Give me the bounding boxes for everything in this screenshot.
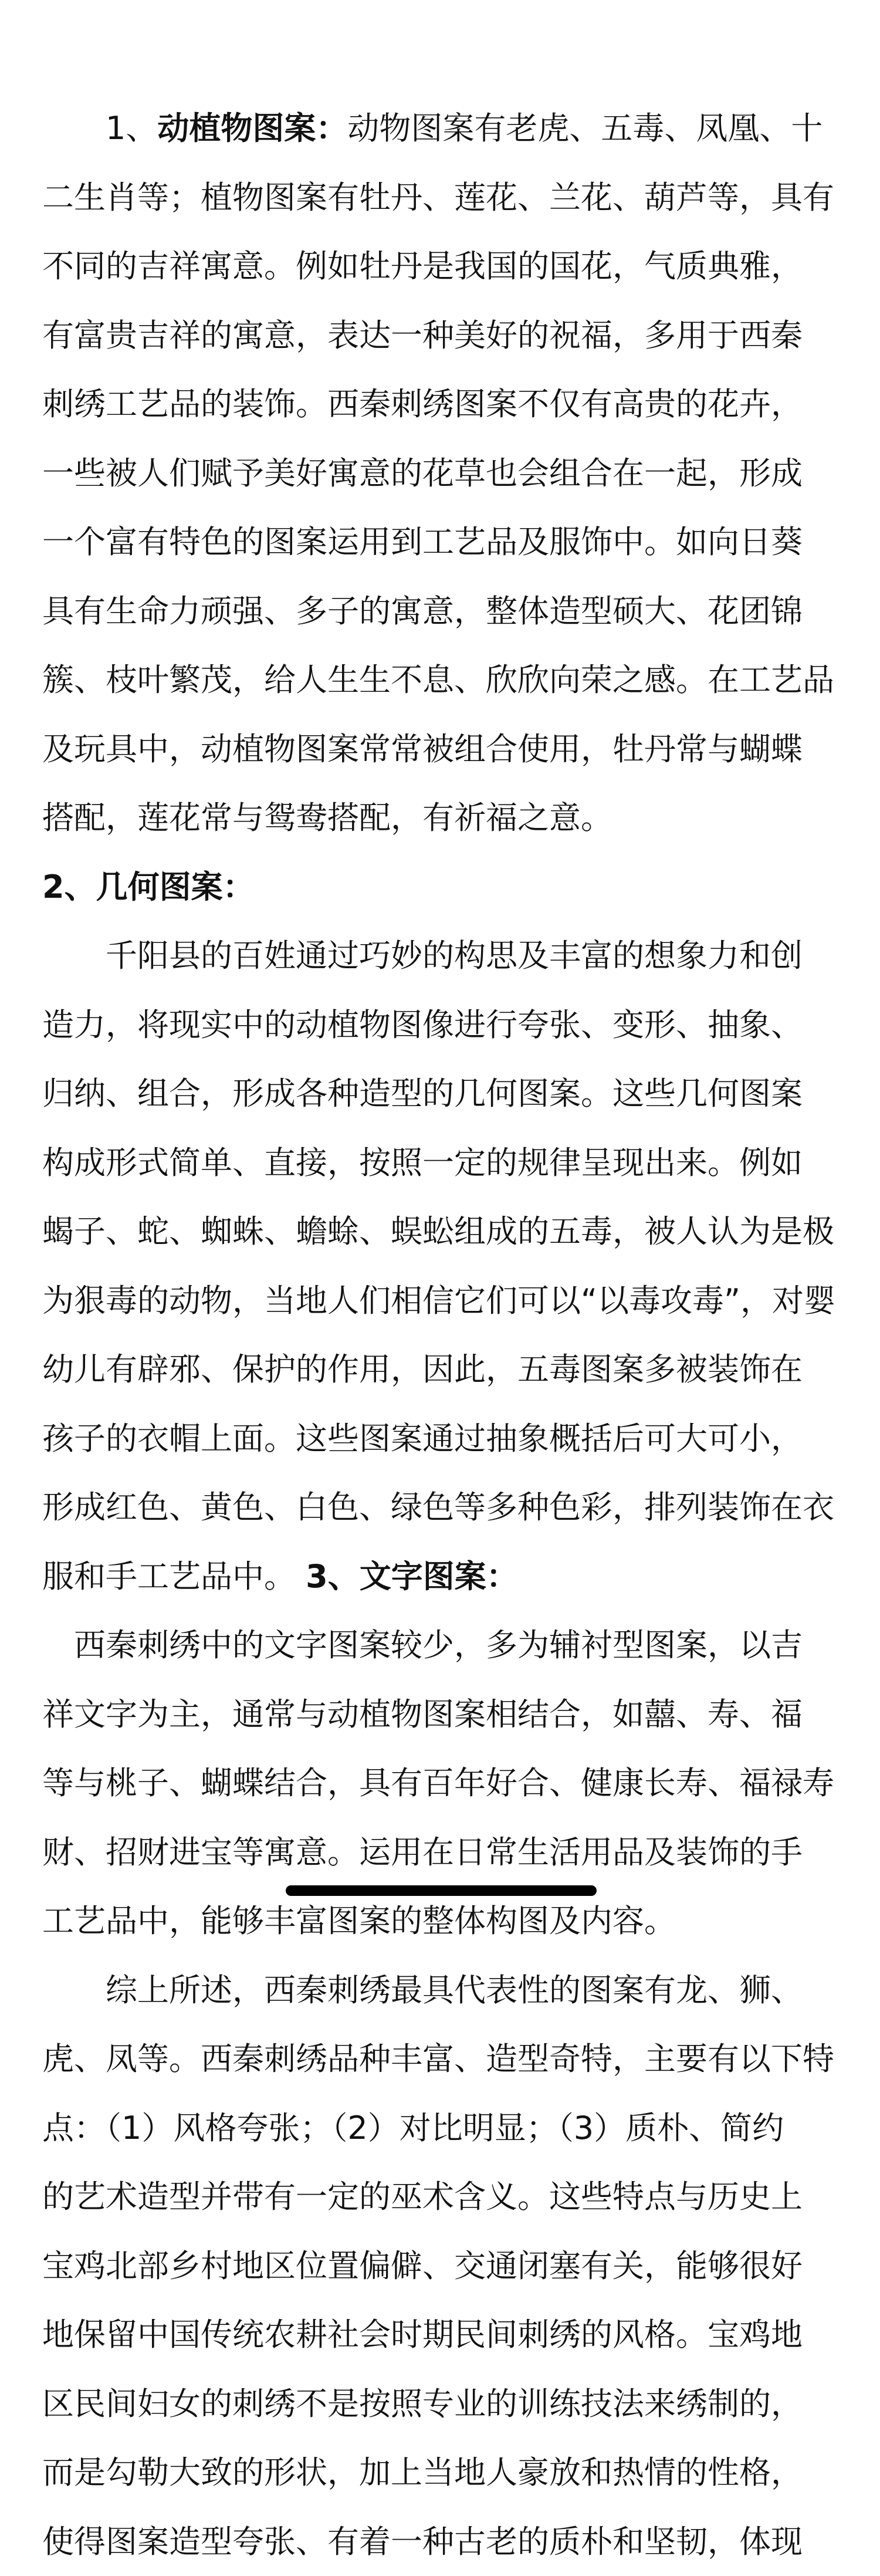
text-line: 西秦刺绣中的文字图案较少，多为辅衬型图案，以吉 [42,1611,843,1680]
text-line: 构成形式简单、直接，按照一定的规律呈现出来。例如 [42,1128,843,1198]
text-line: 一个富有特色的图案运用到工艺品及服饰中。如向日葵 [42,508,843,577]
text-line: 造力，将现实中的动植物图像进行夸张、变形、抽象、 [42,990,843,1060]
text-line: 的艺术造型并带有一定的巫术含义。这些特点与历史上 [42,2162,843,2232]
text-line: 及玩具中，动植物图案常常被组合使用，牡丹常与蝴蝶 [42,715,843,784]
text-line: 1、动植物图案：动物图案有老虎、五毒、凤凰、十 [42,94,843,163]
text-line: 孩子的衣帽上面。这些图案通过抽象概括后可大可小， [42,1404,843,1473]
text-line: 点：（1）风格夸张；（2）对比明显；（3）质朴、简约 [42,2094,843,2163]
section-heading-geometric: 2、几何图案： [42,853,843,922]
text-line: 祥文字为主，通常与动植物图案相结合，如囍、寿、福 [42,1680,843,1749]
text-line: 蝎子、蛇、蜘蛛、蟾蜍、蜈蚣组成的五毒，被人认为是极 [42,1197,843,1266]
section-heading-animals-plants: 动植物图案： [157,110,347,147]
text-line: 区民间妇女的刺绣不是按照专业的训练技法来绣制的， [42,2369,843,2439]
text-line: 簇、枝叶繁茂，给人生生不息、欣欣向荣之感。在工艺品 [42,645,843,715]
text-line: 搭配，莲花常与鸳鸯搭配，有祈福之意。 [42,783,843,853]
text-line: 工艺品中，能够丰富图案的整体构图及内容。 [42,1887,843,1956]
text-line: 不同的吉祥寓意。例如牡丹是我国的国花，气质典雅， [42,232,843,301]
text-line: 地保留中国传统农耕社会时期民间刺绣的风格。宝鸡地 [42,2300,843,2369]
text-line: 使得图案造型夸张、有着一种古老的质朴和坚韧，体现 [42,2507,843,2576]
text-line: 归纳、组合，形成各种造型的几何图案。这些几何图案 [42,1059,843,1128]
text-line: 幼儿有辟邪、保护的作用，因此，五毒图案多被装饰在 [42,1335,843,1404]
text-line: 一些被人们赋予美好寓意的花草也会组合在一起，形成 [42,439,843,508]
text-line: 形成红色、黄色、白色、绿色等多种色彩，排列装饰在衣 [42,1473,843,1542]
text-line: 等与桃子、蝴蝶结合，具有百年好合、健康长寿、福禄寿 [42,1749,843,1818]
text-line: 财、招财进宝等寓意。运用在日常生活用品及装饰的手 [42,1818,843,1887]
document-body [42,94,843,2576]
home-indicator[interactable] [286,1885,597,1896]
text-line: 二生肖等；植物图案有牡丹、莲花、兰花、葫芦等，具有 [42,163,843,232]
text-line: 刺绣工艺品的装饰。西秦刺绣图案不仅有高贵的花卉， [42,370,843,439]
section-heading-text-patterns: 3、文字图案： [306,1558,518,1595]
text-line: 服和手工艺品中。 3、文字图案： [42,1542,843,1611]
text-line: 综上所述，西秦刺绣最具代表性的图案有龙、狮、 [42,1956,843,2025]
text-line: 具有生命力顽强、多子的寓意，整体造型硕大、花团锦 [42,577,843,646]
text-line: 虎、凤等。西秦刺绣品种丰富、造型奇特，主要有以下特 [42,2024,843,2094]
text-line: 为狠毒的动物，当地人们相信它们可以“以毒攻毒”，对婴 [42,1266,843,1336]
text-line: 有富贵吉祥的寓意，表达一种美好的祝福，多用于西秦 [42,301,843,370]
text-line: 千阳县的百姓通过巧妙的构思及丰富的想象力和创 [42,921,843,990]
text-line: 宝鸡北部乡村地区位置偏僻、交通闭塞有关，能够很好 [42,2232,843,2301]
text-line: 而是勾勒大致的形状，加上当地人豪放和热情的性格， [42,2438,843,2507]
